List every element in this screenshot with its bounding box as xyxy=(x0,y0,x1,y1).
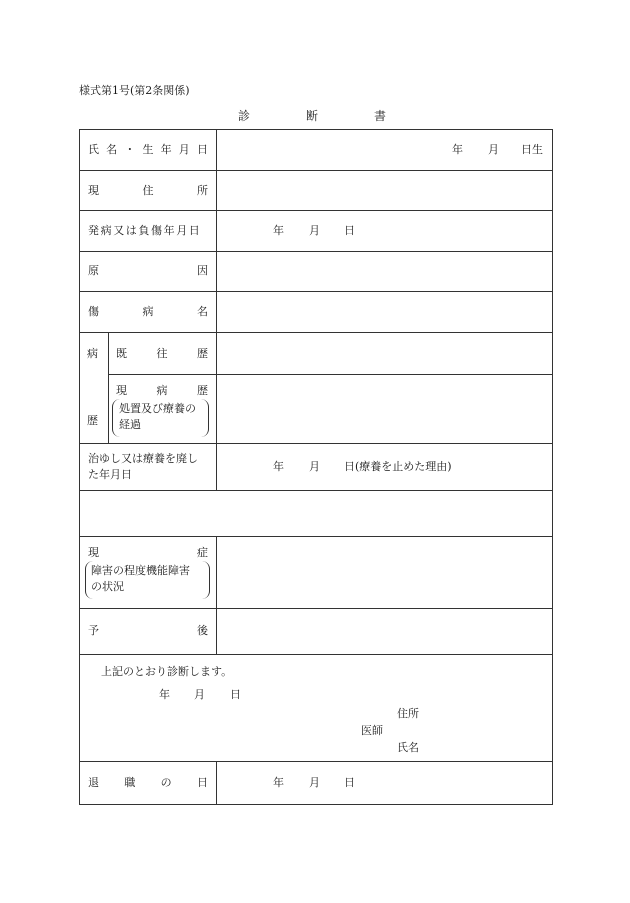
present-history-label: 現 病 歴 xyxy=(116,384,208,397)
row-divider xyxy=(80,608,552,609)
retirement-month-unit: 月 xyxy=(309,776,320,789)
row-divider xyxy=(80,443,552,444)
birth-month-unit: 月 xyxy=(488,143,499,156)
retirement-date-label: 退 職 の 日 xyxy=(88,776,208,789)
cause-label: 原 因 xyxy=(88,264,208,277)
address-label: 現 住 所 xyxy=(88,184,208,197)
birth-year-unit: 年 xyxy=(452,143,463,156)
present-history-note-line1: 処置及び療養の xyxy=(119,402,196,415)
row-divider xyxy=(80,210,552,211)
onset-day-unit: 日 xyxy=(344,224,355,237)
symptom-note-line1: 障害の程度機能障害 xyxy=(91,564,190,577)
certification-statement: 上記のとおり診断します。 xyxy=(101,665,233,678)
cure-year-unit: 年 xyxy=(273,460,284,473)
doctor-name-label: 氏名 xyxy=(397,741,419,754)
cure-date-label-line2: た年月日 xyxy=(88,468,132,481)
prognosis-label: 予 後 xyxy=(88,624,208,637)
cure-date-label-line1: 治ゆし又は療養を廃し xyxy=(88,452,198,465)
disease-name-label: 傷 病 名 xyxy=(88,305,208,318)
certificate-table xyxy=(79,129,553,805)
title-char: 断 xyxy=(306,109,319,123)
symptom-note-line2: の状況 xyxy=(91,580,124,593)
onset-month-unit: 月 xyxy=(309,224,320,237)
onset-year-unit: 年 xyxy=(273,224,284,237)
doctor-address-label: 住所 xyxy=(397,707,419,720)
row-divider xyxy=(80,170,552,171)
row-divider xyxy=(80,291,552,292)
retirement-year-unit: 年 xyxy=(273,776,284,789)
row-divider xyxy=(80,654,552,655)
past-history-label: 既 往 歴 xyxy=(116,347,208,360)
row-divider xyxy=(108,374,552,375)
column-divider xyxy=(216,761,217,805)
column-divider xyxy=(216,130,217,490)
title-char: 書 xyxy=(374,109,387,123)
retirement-day-unit: 日 xyxy=(344,776,355,789)
history-group-label-top: 病 xyxy=(87,347,98,360)
row-divider xyxy=(80,490,552,491)
cert-month-unit: 月 xyxy=(194,688,205,701)
history-group-label-bottom: 歴 xyxy=(87,414,98,427)
birth-day-unit: 日生 xyxy=(521,143,543,156)
name-birthdate-label: 氏 名 ・ 生 年 月 日 xyxy=(88,143,208,156)
doctor-label: 医師 xyxy=(361,724,383,737)
row-divider xyxy=(80,536,552,537)
row-divider xyxy=(80,251,552,252)
column-divider xyxy=(108,332,109,443)
cert-day-unit: 日 xyxy=(230,688,241,701)
cure-month-unit: 月 xyxy=(309,460,320,473)
symptom-label: 現 症 xyxy=(88,546,208,559)
row-divider xyxy=(80,761,552,762)
cure-day-reason: 日(療養を止めた理由) xyxy=(344,460,452,473)
present-history-note-line2: 経過 xyxy=(119,418,141,431)
title-char: 診 xyxy=(238,109,251,123)
column-divider xyxy=(216,536,217,654)
form-number-label: 様式第1号(第2条関係) xyxy=(79,84,190,97)
row-divider xyxy=(80,332,552,333)
cert-year-unit: 年 xyxy=(159,688,170,701)
onset-date-label: 発病又は負傷年月日 xyxy=(88,224,202,237)
